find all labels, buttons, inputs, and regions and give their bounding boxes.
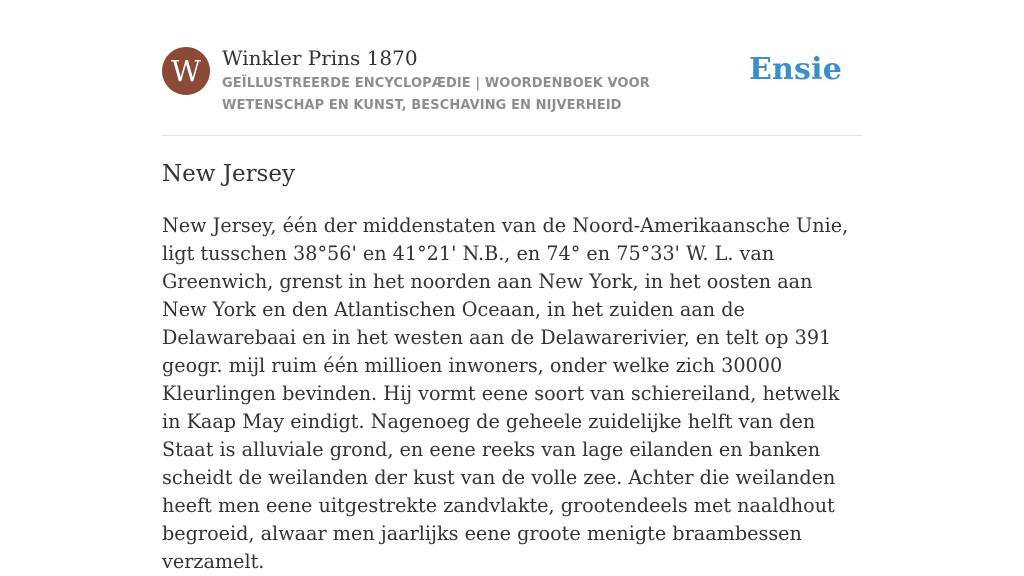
entry-body: New Jersey, één der middenstaten van de Noord-Amerikaansche Unie, ligt tusschen 38°56' en 41°21' N.B., en 74° en 75°33' W. L. van Greenwich, grenst in het noorden aan New York, in het oosten aan New York en den Atlantischen Oceaan, in het zuiden aan de Delawarebaai en in het westen aan de Delawarerivier, en telt op 391 geogr. mijl ruim één millioen inwoners, onder welke zich 30000 Kleurlingen bevinden. Hij vormt eene soort van schiereiland, hetwelk in Kaap May eindigt. Nagenoeg de geheele zuidelijke helft van den Staat is alluviale grond, en eene reeks van lage eilanden en banken scheidt de weilanden der kust van de volle zee. Achter die weilanden heeft men eene uitgestrekte zandvlakte, grootendeels met naaldhout begroeid, alwaar men jaarlijks eene groote menigte braambessen verzamelt. — [162, 214, 849, 573]
source-avatar[interactable]: W — [162, 47, 210, 95]
entry-title: New Jersey — [162, 161, 295, 187]
source-subtitle: GEÏLLUSTREERDE ENCYCLOPÆDIE | WOORDENBOEK VOOR WETENSCHAP EN KUNST, BESCHAVING EN NIJVERHEID — [222, 76, 650, 113]
source-header — [162, 46, 862, 116]
source-title[interactable]: Winkler Prins 1870 — [222, 46, 418, 70]
header-divider — [162, 135, 862, 136]
ensie-logo[interactable]: Ensie — [748, 52, 842, 87]
